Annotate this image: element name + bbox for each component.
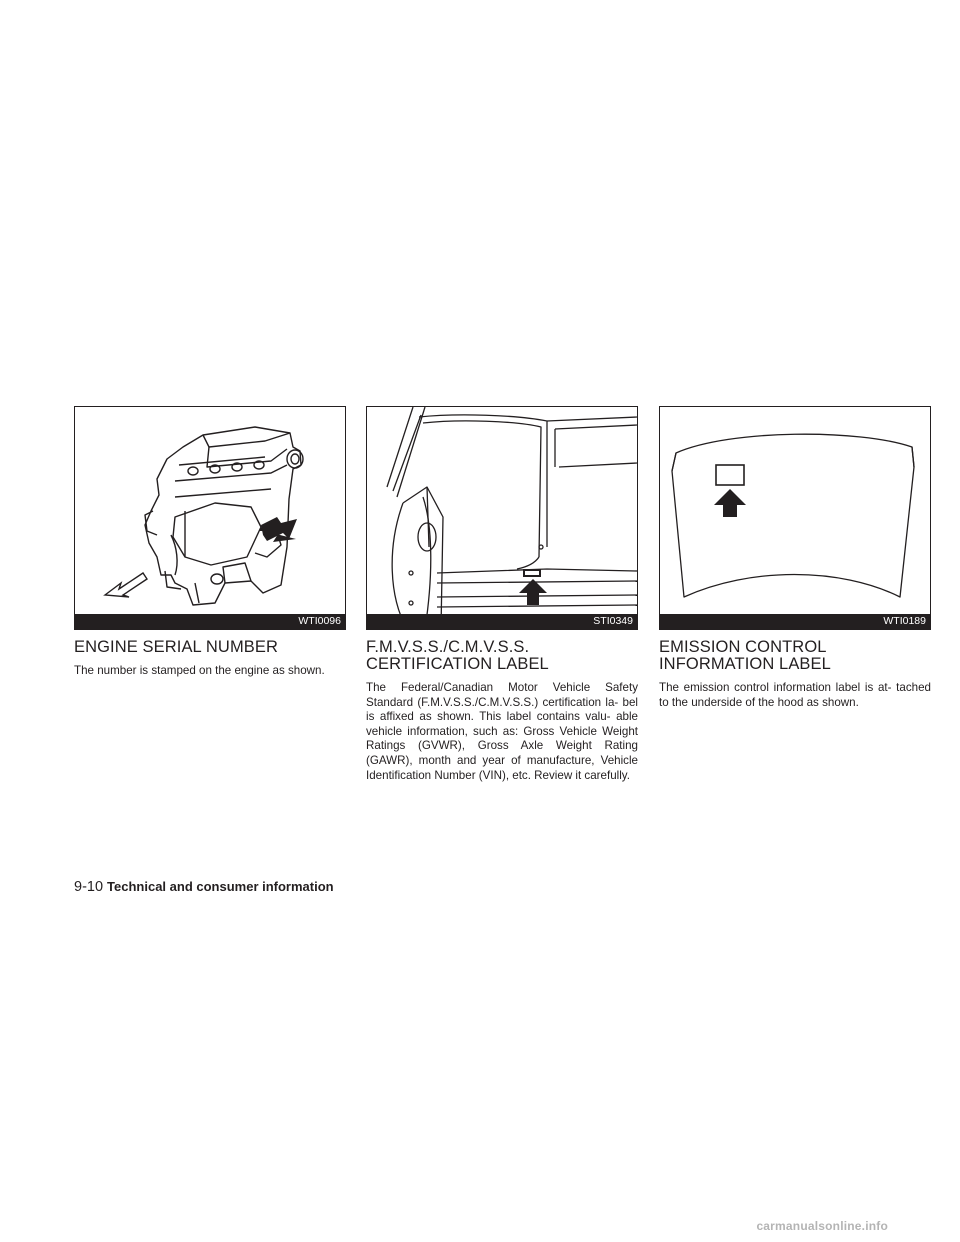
section-body: The number is stamped on the engine as shown. — [74, 664, 325, 677]
section-heading: ENGINE SERIAL NUMBER — [74, 638, 279, 656]
section-heading: EMISSION CONTROL INFORMATION LABEL — [659, 638, 831, 673]
figure-code: WTI0096 — [75, 614, 345, 629]
column-certification-label — [366, 406, 638, 783]
column-engine-serial — [74, 406, 346, 679]
figure-code: WTI0189 — [660, 614, 930, 629]
section-body: The emission control information label is at- tached to the underside of the hood as shown. — [659, 681, 931, 709]
watermark: carmanualsonline.info — [756, 1219, 888, 1233]
engine-figure — [74, 406, 346, 630]
hood-figure — [659, 406, 931, 630]
figure-code: STI0349 — [367, 614, 637, 629]
page-number: 9-10 — [74, 879, 104, 895]
door-figure — [366, 406, 638, 630]
section-body: The Federal/Canadian Motor Vehicle Safety Standard (F.M.V.S.S./C.M.V.S.S.) certification la- bel is affixed as shown. This label contains valu- able vehicle information, such as: Gross Vehicle Weight Ratings (GVWR), Gross Axle Weight Rating (GAWR), month and year of manufacture, Vehicle Identification Number (VIN), etc. Review it carefully. — [366, 681, 638, 782]
page-footer — [74, 878, 334, 895]
engine-illustration — [75, 407, 345, 629]
hood-illustration — [660, 407, 930, 629]
section-title: Technical and consumer information — [107, 879, 334, 894]
column-emission-label — [659, 406, 931, 710]
section-heading: F.M.V.S.S./C.M.V.S.S. CERTIFICATION LABEL — [366, 638, 549, 673]
door-illustration — [367, 407, 637, 629]
